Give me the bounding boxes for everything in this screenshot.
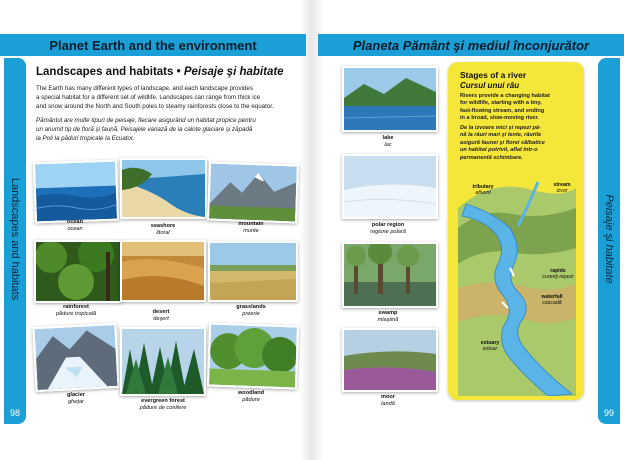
caption-ro: lac [384, 142, 392, 148]
river-en-line: fast-flowing stream, and ending [460, 107, 545, 114]
ocean-image [35, 162, 117, 222]
section-title [36, 66, 284, 78]
caption-swamp [342, 310, 434, 324]
side-tab-right [598, 58, 620, 420]
river-illustration [452, 168, 580, 396]
photo-glacier [32, 323, 119, 392]
caption-en: evergreen forest [141, 398, 185, 404]
caption-polar-region [342, 222, 434, 236]
caption-ro: preerie [242, 311, 260, 317]
photo-moor [342, 328, 438, 392]
river-title: Stages of a river [460, 70, 527, 80]
caption-ocean [34, 219, 116, 233]
caption-en: grasslands [236, 304, 266, 310]
label-estuary [470, 340, 510, 352]
caption-mountain [208, 221, 294, 235]
header-right-title: Planeta Pământ şi mediul înconjurător [352, 37, 590, 53]
intro-ro-line: un anumit tip de floră şi faună. Peisajele variază de la calote glaciare şi zăpadă [36, 126, 253, 133]
photo-swamp [342, 242, 438, 308]
photo-ocean [33, 160, 119, 224]
page-number-right: 99 [598, 402, 620, 424]
river-ro-line: nă la râuri mari şi lente, râurile [460, 132, 542, 139]
label-en: estuary [480, 340, 500, 346]
label-en: stream [553, 182, 571, 188]
intro-en-line: a special habitat for a different set of wildlife. Landscapes can range from thick ice [36, 94, 261, 101]
caption-desert [120, 309, 202, 323]
river-ro-line: un habitat potrivit, aflat într-o [460, 147, 538, 154]
swamp-image [344, 244, 436, 306]
photo-woodland [207, 322, 299, 389]
caption-ro: munte [243, 228, 259, 234]
caption-ro: pădure tropicală [55, 311, 97, 317]
intro-english [36, 84, 301, 111]
mountain-image [209, 164, 297, 222]
rainforest-image [36, 242, 120, 301]
caption-en: rainforest [63, 304, 89, 310]
river-ro-line: permanentă schimbare. [460, 154, 523, 161]
side-tab-left-label: Landscapes and habitats [9, 177, 21, 301]
section-title-ro: Peisaje şi habitate [183, 66, 284, 78]
section-title-en: Landscapes and habitats [36, 66, 174, 78]
river-subtitle: Cursul unui râu [460, 81, 520, 90]
caption-en: mountain [238, 221, 264, 227]
glacier-image [34, 325, 117, 390]
moor-image [344, 330, 436, 390]
header-left [0, 34, 306, 56]
caption-ro: pădure [242, 397, 260, 403]
label-en: tributary [472, 184, 494, 190]
section-title-bullet: • [176, 66, 181, 78]
river-en-line: in a broad, slow-moving river. [460, 115, 539, 122]
caption-ro: deşert [153, 316, 169, 322]
caption-en: lake [382, 135, 394, 141]
caption-ro: regiune polară [370, 229, 406, 235]
intro-en-line: and snow around the North and South poles to steamy rainforests close to the equator. [36, 103, 274, 110]
caption-en: seashore [150, 223, 176, 229]
label-ro: afluent [475, 190, 491, 196]
river-text-romanian [460, 125, 572, 162]
photo-seashore [120, 158, 207, 219]
caption-woodland [208, 390, 294, 404]
caption-ro: litoral [156, 230, 170, 236]
caption-en: desert [152, 309, 170, 315]
river-ro-line: De la izvoare mici şi repezi pâ- [460, 125, 541, 131]
caption-en: moor [381, 394, 395, 400]
woodland-image [209, 325, 297, 388]
intro-ro-line: Pământul are multe tipuri de peisaje, fiecare asigurând un habitat propice pentru [36, 117, 256, 124]
label-stream [544, 182, 580, 194]
photo-evergreen-forest [120, 327, 206, 396]
photo-grasslands [208, 241, 298, 302]
photo-desert [120, 240, 206, 302]
caption-en: woodland [237, 390, 265, 396]
caption-glacier [34, 392, 118, 406]
desert-image [122, 242, 204, 300]
label-ro: cascadă [542, 300, 562, 306]
caption-ro: pădure de conifere [139, 405, 187, 411]
lake-image [344, 68, 436, 130]
header-right [318, 34, 624, 56]
caption-evergreen-forest [120, 398, 206, 412]
label-rapids [536, 268, 580, 280]
caption-ro: ocean [67, 226, 83, 232]
river-text-english [460, 93, 572, 123]
photo-polar-region [342, 154, 438, 219]
evergreen-forest-image [122, 329, 204, 394]
intro-ro-line: la Poli la păduri tropicale la Ecuator. [36, 135, 135, 142]
river-en-line: Rivers provide a changing habitat [460, 93, 550, 99]
seashore-image [122, 160, 205, 217]
side-tab-left [4, 58, 26, 420]
grasslands-image [210, 243, 296, 300]
page-number-left: 98 [4, 402, 26, 424]
caption-en: polar region [371, 222, 405, 228]
photo-mountain [207, 161, 299, 223]
caption-en: glacier [66, 392, 86, 398]
caption-rainforest [34, 304, 118, 318]
river-ro-line: asigură faunei şi florei sălbatice [460, 139, 545, 146]
caption-lake [342, 135, 434, 149]
header-left-title: Planet Earth and the environment [49, 37, 257, 53]
river-en-line: for wildlife, starting with a tiny, [460, 100, 542, 107]
caption-moor [342, 394, 434, 408]
label-en: rapids [550, 268, 566, 274]
side-tab-right-label: Peisaje şi habitate [603, 194, 615, 284]
caption-en: swamp [378, 310, 398, 316]
caption-ro: landă [381, 401, 395, 407]
intro-en-line: The Earth has many different types of landscape, and each landscape provides [36, 85, 253, 92]
label-ro: izvor [556, 188, 568, 194]
label-en: waterfall [541, 294, 563, 300]
intro-romanian [36, 116, 301, 143]
photo-lake [342, 66, 438, 132]
label-ro: curenţi repezi [542, 274, 574, 280]
caption-ro: gheţar [68, 399, 84, 405]
caption-en: ocean [66, 219, 84, 225]
label-tributary [464, 184, 502, 196]
polar-region-image [344, 156, 436, 217]
label-ro: estuar [482, 346, 498, 352]
photo-rainforest [34, 240, 122, 303]
caption-grasslands [208, 304, 294, 318]
caption-seashore [120, 223, 206, 237]
label-waterfall [532, 294, 572, 306]
caption-ro: mlaştină [377, 317, 399, 323]
